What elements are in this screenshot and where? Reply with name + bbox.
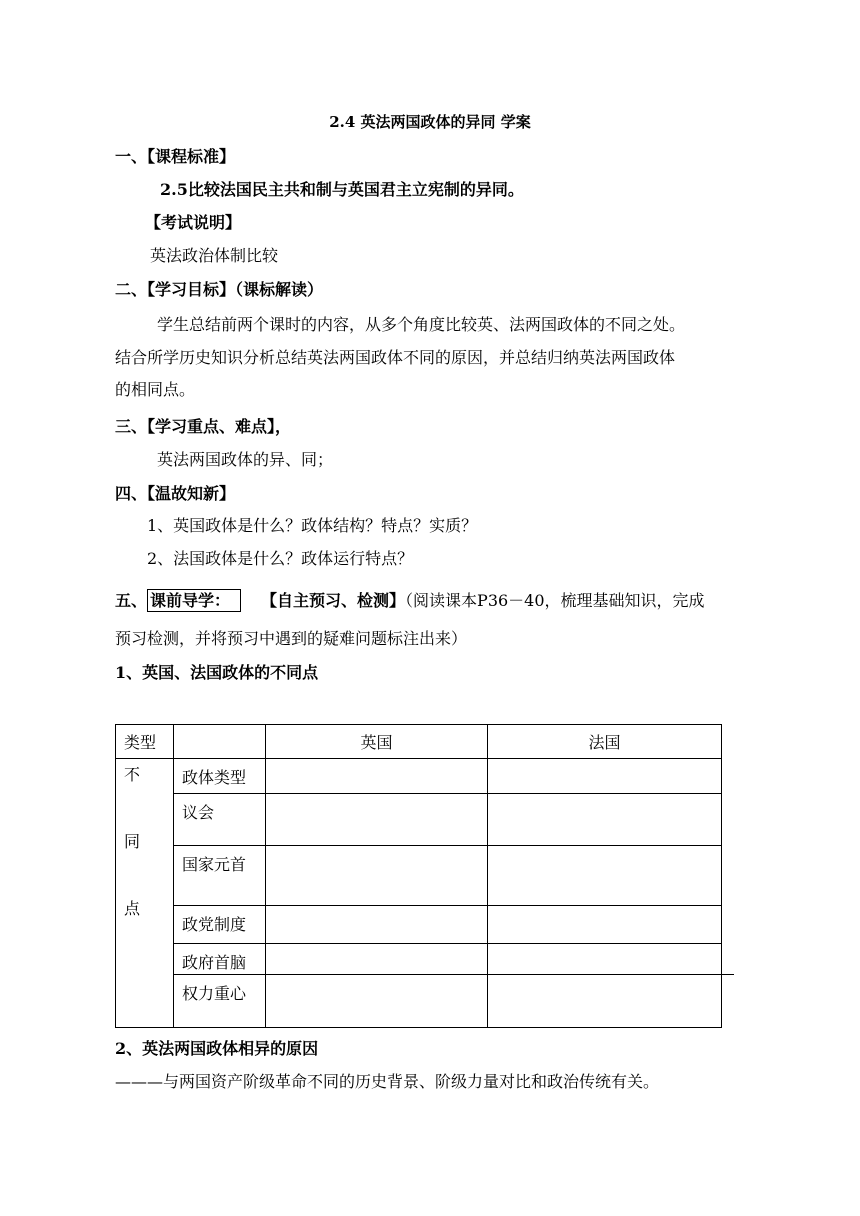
table-overhang-line	[174, 974, 734, 975]
document-title: 2.4 英法两国政体的异同 学案	[329, 113, 531, 131]
table-row	[116, 846, 722, 906]
cell-uk-head-of-government[interactable]	[266, 944, 488, 975]
exam-heading: 【考试说明】	[145, 213, 242, 232]
table-row	[116, 975, 722, 1028]
cell-fr-head-of-government[interactable]	[488, 944, 722, 975]
table-header-row	[116, 725, 722, 759]
row-label-head-of-state: 国家元首	[174, 846, 266, 906]
cell-uk-regime-type[interactable]	[266, 759, 488, 794]
section-5-line-1	[115, 591, 705, 611]
row-label-parliament: 议会	[174, 794, 266, 846]
header-france: 法国	[488, 725, 722, 759]
exam-text: 英法政治体制比较	[150, 246, 279, 265]
table-row	[116, 944, 722, 975]
header-type: 类型	[116, 725, 174, 759]
table-row	[116, 794, 722, 846]
subheading-reasons: 2、英法两国政体相异的原因	[115, 1039, 319, 1058]
objective-line-2: 结合所学历史知识分析总结英法两国政体不同的原因，并总结归纳英法两国政体	[115, 348, 676, 367]
cell-uk-head-of-state[interactable]	[266, 846, 488, 906]
section-5-instructions: （阅读课本P36－40，梳理基础知识，完成	[405, 591, 705, 610]
cell-fr-power-center[interactable]	[488, 975, 722, 1028]
header-blank	[174, 725, 266, 759]
section-5-line-2: 预习检测，并将预习中遇到的疑难问题标注出来）	[115, 629, 468, 648]
row-label-regime-type: 政体类型	[174, 759, 266, 794]
cell-uk-party-system[interactable]	[266, 906, 488, 944]
section-4-heading: 四、【温故知新】	[115, 484, 236, 503]
cell-fr-party-system[interactable]	[488, 906, 722, 944]
cell-uk-parliament[interactable]	[266, 794, 488, 846]
row-label-head-of-government: 政府首脑	[174, 944, 266, 975]
comparison-table	[115, 724, 722, 1028]
objective-line-1: 学生总结前两个课时的内容，从多个角度比较英、法两国政体的不同之处。	[157, 315, 686, 334]
differences-group-label: 不 同 点	[116, 759, 174, 1028]
table-row	[116, 759, 722, 794]
self-preview-label: 【自主预习、检测】	[261, 591, 406, 610]
header-uk: 英国	[266, 725, 488, 759]
review-question-2: 2、法国政体是什么？政体运行特点？	[147, 549, 414, 568]
curriculum-standard-text: 2.5比较法国民主共和制与英国君主立宪制的异同。	[160, 180, 524, 199]
section-2-heading: 二、【学习目标】（课标解读）	[115, 280, 324, 299]
review-question-1: 1、英国政体是什么？政体结构？特点？实质？	[147, 516, 478, 535]
reason-text: ———与两国资产阶级革命不同的历史背景、阶级力量对比和政治传统有关。	[115, 1072, 660, 1091]
section-5-prefix: 五、	[115, 591, 148, 610]
subheading-differences: 1、英国、法国政体的不同点	[115, 663, 319, 682]
row-label-power-center: 权力重心	[174, 975, 266, 1028]
section-1-heading: 一、【课程标准】	[115, 147, 236, 166]
row-label-party-system: 政党制度	[174, 906, 266, 944]
objective-line-3: 的相同点。	[115, 380, 196, 399]
cell-uk-power-center[interactable]	[266, 975, 488, 1028]
key-points-text: 英法两国政体的异、同；	[157, 450, 334, 469]
cell-fr-parliament[interactable]	[488, 794, 722, 846]
preview-guide-box: 课前导学：	[147, 589, 241, 612]
table-row	[116, 906, 722, 944]
cell-fr-head-of-state[interactable]	[488, 846, 722, 906]
section-3-heading: 三、【学习重点、难点】，	[115, 417, 292, 436]
cell-fr-regime-type[interactable]	[488, 759, 722, 794]
